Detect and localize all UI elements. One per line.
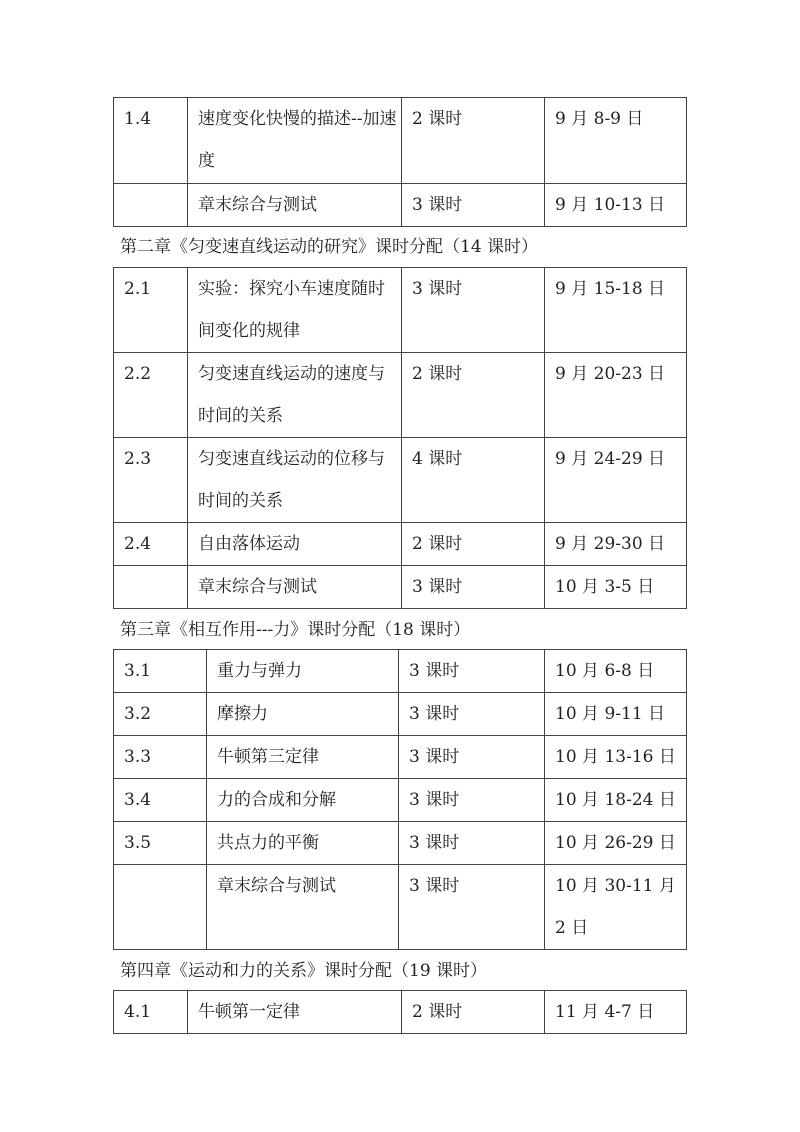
table-row <box>114 779 687 822</box>
section-dates: 10 月 30-11 月 2 日 <box>545 865 687 950</box>
section-dates: 9 月 24-29 日 <box>545 438 687 523</box>
section-number: 3.5 <box>114 822 207 865</box>
section-number: 3.3 <box>114 736 207 779</box>
section-topic: 重力与弹力 <box>207 650 399 693</box>
section-number: 4.1 <box>114 991 188 1034</box>
chapter3-schedule-table <box>113 649 687 950</box>
section-hours: 3 课时 <box>399 822 545 865</box>
section-hours: 3 课时 <box>402 268 545 353</box>
chapter3-heading: 第三章《相互作用---力》课时分配（18 课时） <box>120 620 471 640</box>
section-dates: 9 月 29-30 日 <box>545 523 687 566</box>
section-number: 3.4 <box>114 779 207 822</box>
chapter4-schedule-table <box>113 990 687 1034</box>
section-hours: 2 课时 <box>402 523 545 566</box>
section-topic: 牛顿第一定律 <box>188 991 402 1034</box>
section-hours: 3 课时 <box>399 650 545 693</box>
chapter2-heading: 第二章《匀变速直线运动的研究》课时分配（14 课时） <box>120 237 539 257</box>
section-number <box>114 566 188 609</box>
section-topic: 速度变化快慢的描述--加速度 <box>188 98 402 184</box>
section-topic: 章末综合与测试 <box>188 566 402 609</box>
chapter2-schedule-table <box>113 267 687 609</box>
section-hours: 3 课时 <box>399 736 545 779</box>
section-topic: 自由落体运动 <box>188 523 402 566</box>
section-topic: 章末综合与测试 <box>188 184 402 227</box>
section-number: 2.4 <box>114 523 188 566</box>
section-hours: 2 课时 <box>402 991 545 1034</box>
section-number: 2.1 <box>114 268 188 353</box>
section-hours: 2 课时 <box>402 98 545 184</box>
chapter4-heading: 第四章《运动和力的关系》课时分配（19 课时） <box>120 961 488 981</box>
section-number: 2.3 <box>114 438 188 523</box>
table-row <box>114 438 687 523</box>
section-topic: 牛顿第三定律 <box>207 736 399 779</box>
section-hours: 3 课时 <box>399 779 545 822</box>
table-row <box>114 736 687 779</box>
table-row <box>114 865 687 950</box>
section-number: 1.4 <box>114 98 188 184</box>
section-topic: 匀变速直线运动的速度与时间的关系 <box>188 353 402 438</box>
table-row <box>114 98 687 184</box>
table-row <box>114 650 687 693</box>
table-row <box>114 523 687 566</box>
section-number: 3.2 <box>114 693 207 736</box>
section-hours: 2 课时 <box>402 353 545 438</box>
section-dates: 10 月 9-11 日 <box>545 693 687 736</box>
section-dates: 10 月 6-8 日 <box>545 650 687 693</box>
table-row <box>114 991 687 1034</box>
section-topic: 匀变速直线运动的位移与时间的关系 <box>188 438 402 523</box>
section-dates: 9 月 8-9 日 <box>545 98 687 184</box>
section-dates: 11 月 4-7 日 <box>545 991 687 1034</box>
table-row <box>114 693 687 736</box>
table-row <box>114 822 687 865</box>
section-hours: 4 课时 <box>402 438 545 523</box>
section-topic: 力的合成和分解 <box>207 779 399 822</box>
table-row <box>114 184 687 227</box>
table-row <box>114 268 687 353</box>
section-dates: 10 月 18-24 日 <box>545 779 687 822</box>
section-dates: 10 月 13-16 日 <box>545 736 687 779</box>
section-dates: 9 月 15-18 日 <box>545 268 687 353</box>
section-dates: 9 月 20-23 日 <box>545 353 687 438</box>
section-number: 2.2 <box>114 353 188 438</box>
section-hours: 3 课时 <box>402 566 545 609</box>
section-number: 3.1 <box>114 650 207 693</box>
section-dates: 10 月 26-29 日 <box>545 822 687 865</box>
section-topic: 摩擦力 <box>207 693 399 736</box>
table-row <box>114 566 687 609</box>
section-topic: 实验：探究小车速度随时间变化的规律 <box>188 268 402 353</box>
section-hours: 3 课时 <box>402 184 545 227</box>
section-dates: 10 月 3-5 日 <box>545 566 687 609</box>
section-dates: 9 月 10-13 日 <box>545 184 687 227</box>
section-hours: 3 课时 <box>399 693 545 736</box>
section-hours: 3 课时 <box>399 865 545 950</box>
section-number <box>114 865 207 950</box>
table-row <box>114 353 687 438</box>
section-topic: 共点力的平衡 <box>207 822 399 865</box>
section-topic: 章末综合与测试 <box>207 865 399 950</box>
chapter1-schedule-table <box>113 97 687 227</box>
section-number <box>114 184 188 227</box>
